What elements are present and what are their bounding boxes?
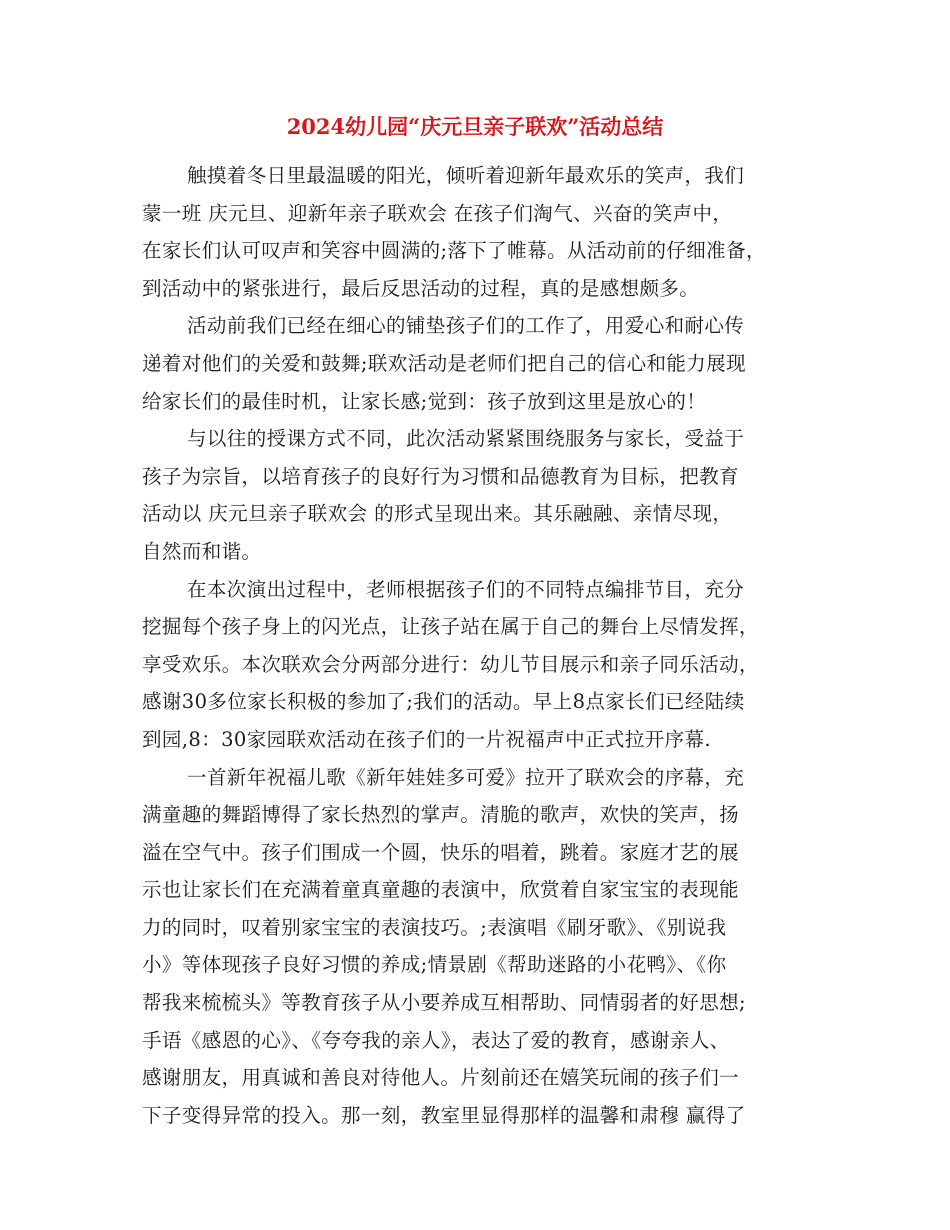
paragraph-3-line-3: 活动以 庆元旦亲子联欢会 的形式呈现出来。其乐融融、亲情尽现， <box>142 502 733 526</box>
paragraph-1-line-1: 触摸着冬日里最温暖的阳光，倾听着迎新年最欢乐的笑声，我们 <box>187 164 745 187</box>
paragraph-5-line-9: 感谢朋友，用真诚和善良对待他人。片刻前还在嬉笑玩闹的孩子们一 <box>142 1066 740 1090</box>
paragraph-5-line-1: 一首新年祝福儿歌《新年娃娃多可爱》拉开了联欢会的序幕，充 <box>187 765 745 789</box>
paragraph-5-line-3: 溢在空气中。孩子们围成一个圆，快乐的唱着，跳着。家庭才艺的展 <box>142 840 740 864</box>
paragraph-2-line-2: 递着对他们的关爱和鼓舞;联欢活动是老师们把自己的信心和能力展现 <box>142 351 746 375</box>
document-title: 2024幼儿园“庆元旦亲子联欢”活动总结 <box>286 114 664 139</box>
paragraph-3-line-4: 自然而和谐。 <box>142 539 262 563</box>
paragraph-3-line-1: 与以往的授课方式不同，此次活动紧紧围绕服务与家长，受益于 <box>187 427 745 451</box>
paragraph-5-line-7: 帮我来梳梳头》等教育孩子从小要养成互相帮助、同情弱者的好思想; <box>142 991 746 1015</box>
paragraph-2-line-1: 活动前我们已经在细心的铺垫孩子们的工作了，用爱心和耐心传 <box>187 314 745 338</box>
paragraph-5-line-4: 示也让家长们在充满着童真童趣的表演中，欣赏着自家宝宝的表现能 <box>142 878 740 902</box>
paragraph-4-line-4: 感谢30多位家长积极的参加了;我们的活动。早上8点家长们已经陆续 <box>142 690 745 714</box>
paragraph-5-line-2: 满童趣的舞蹈博得了家长热烈的掌声。清脆的歌声，欢快的笑声，扬 <box>142 803 740 827</box>
paragraph-1-line-2: 蒙一班 庆元旦、迎新年亲子联欢会 在孩子们淘气、兴奋的笑声中， <box>142 201 733 225</box>
paragraph-4-line-1: 在本次演出过程中，老师根据孩子们的不同特点编排节目，充分 <box>187 577 745 601</box>
paragraph-1-line-3: 在家长们认可叹声和笑容中圆满的;落下了帷幕。从活动前的仔细准备， <box>142 239 766 263</box>
paragraph-4-line-5: 到园,8：30家园联欢活动在孩子们的一片祝福声中正式拉开序幕. <box>142 727 712 751</box>
paragraph-5-line-8: 手语《感恩的心》、《夸夸我的亲人》，表达了爱的教育，感谢亲人、 <box>142 1028 730 1052</box>
paragraph-3-line-2: 孩子为宗旨，以培育孩子的良好行为习惯和品德教育为目标，把教育 <box>142 464 740 488</box>
paragraph-5-line-6: 小》等体现孩子良好习惯的养成;情景剧《帮助迷路的小花鸭》、《你 <box>142 953 727 977</box>
paragraph-4-line-2: 挖掘每个孩子身上的闪光点，让孩子站在属于自己的舞台上尽情发挥， <box>142 615 759 639</box>
paragraph-4-line-3: 享受欢乐。本次联欢会分两部分进行：幼儿节目展示和亲子同乐活动， <box>142 652 759 676</box>
paragraph-1-line-4: 到活动中的紧张进行，最后反思活动的过程，真的是感想颇多。 <box>142 276 700 300</box>
paragraph-2-line-3: 给家长们的最佳时机，让家长感;觉到：孩子放到这里是放心的！ <box>142 389 707 413</box>
paragraph-5-line-10: 下子变得异常的投入。那一刻，教室里显得那样的温馨和肃穆 赢得了 <box>142 1103 746 1127</box>
document-body <box>142 157 807 1134</box>
paragraph-5-line-5: 力的同时，叹着别家宝宝的表演技巧。;表演唱《刷牙歌》、《别说我 <box>142 915 727 939</box>
